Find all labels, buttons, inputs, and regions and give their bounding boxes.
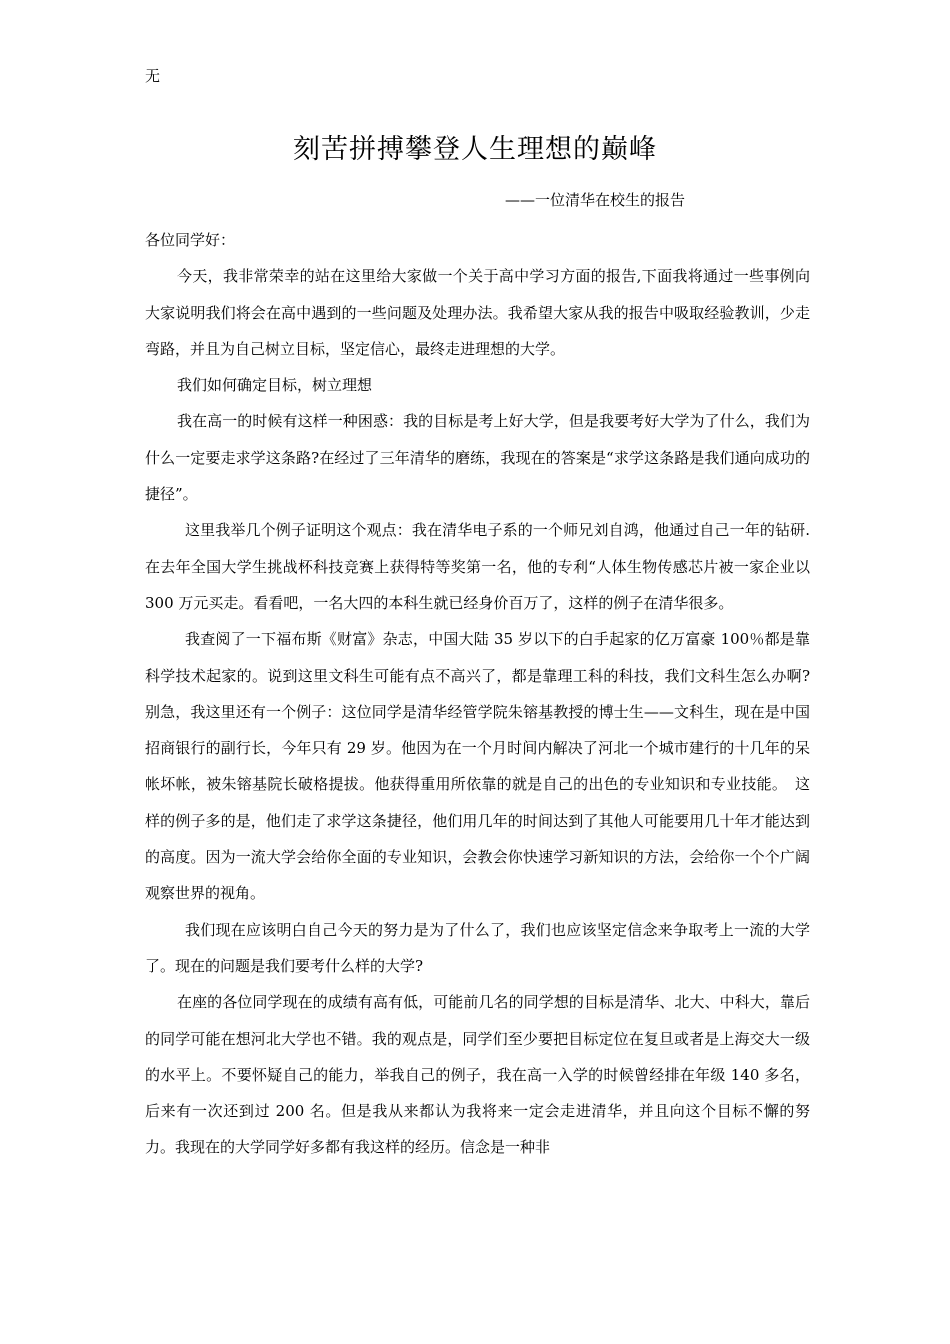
- section-heading: 我们如何确定目标，树立理想: [177, 376, 373, 395]
- header-mark: 无: [145, 67, 161, 85]
- paragraph-confusion: 我在高一的时候有这样一种困惑：我的目标是考上好大学，但是我要考好大学为了什么，我们为什么一定要走求学这条路?在经过了三年清华的磨练，我现在的答案是“求学这条路是我们通向成功的捷径”。: [145, 412, 810, 504]
- paragraph-target: 在座的各位同学现在的成绩有高有低，可能前几名的同学想的目标是清华、北大、中科大，靠后的同学可能在想河北大学也不错。我的观点是，同学们至少要把目标定位在复旦或者是上海交大一级的水平上。不要怀疑自己的能力，举我自己的例子，我在高一入学的时候曾经排在年级 140 多名，后来有一次还到过 200 名。但是我从来都认为我将来一定会走进清华，并且向这个目标不懈的努力。我现在的大学同学好多都有我这样的经历。信念是一种非: [145, 993, 810, 1157]
- paragraph-conclusion: 我们现在应该明白自己今天的努力是为了什么了，我们也应该坚定信念来争取考上一流的大学了。现在的问题是我们要考什么样的大学?: [145, 920, 810, 975]
- document-subtitle: ——一位清华在校生的报告: [505, 191, 686, 209]
- document-body: [145, 222, 810, 1166]
- salutation: 各位同学好：: [145, 231, 236, 249]
- paragraph-example-2: 我查阅了一下福布斯《财富》杂志，中国大陆 35 岁以下的白手起家的亿万富豪 100％都是靠科学技术起家的。说到这里文科生可能有点不高兴了，都是靠理工科的科技，我们文科生怎么办啊?别急，我这里还有一个例子：这位同学是清华经管学院朱镕基教授的博士生——文科生，现在是中国招商银行的副行长，今年只有 29 岁。他因为在一个月时间内解决了河北一个城市建行的十几年的呆帐坏帐，被朱镕基院长破格提拔。他获得重用所依靠的就是自己的出色的专业知识和专业技能。 这样的例子多的是，他们走了求学这条捷径，他们用几年的时间达到了其他人可能要用几十年才能达到的高度。因为一流大学会给你全面的专业知识，会教会你快速学习新知识的方法，会给你一个个广阔观察世界的视角。: [145, 630, 810, 903]
- paragraph-example-1: 这里我举几个例子证明这个观点：我在清华电子系的一个师兄刘自鸿，他通过自己一年的钻研. 在去年全国大学生挑战杯科技竞赛上获得特等奖第一名，他的专利“人体生物传感芯片被一家企业以 300 万元买走。看看吧，一名大四的本科生就已经身价百万了，这样的例子在清华很多。: [145, 521, 810, 612]
- document-title: 刻苦拼搏攀登人生理想的巅峰: [293, 134, 657, 165]
- paragraph-intro: 今天，我非常荣幸的站在这里给大家做一个关于高中学习方面的报告,下面我将通过一些事例向大家说明我们将会在高中遇到的一些问题及处理办法。我希望大家从我的报告中吸取经验教训，少走弯路，并且为自己树立目标，坚定信心，最终走进理想的大学。: [145, 267, 810, 358]
